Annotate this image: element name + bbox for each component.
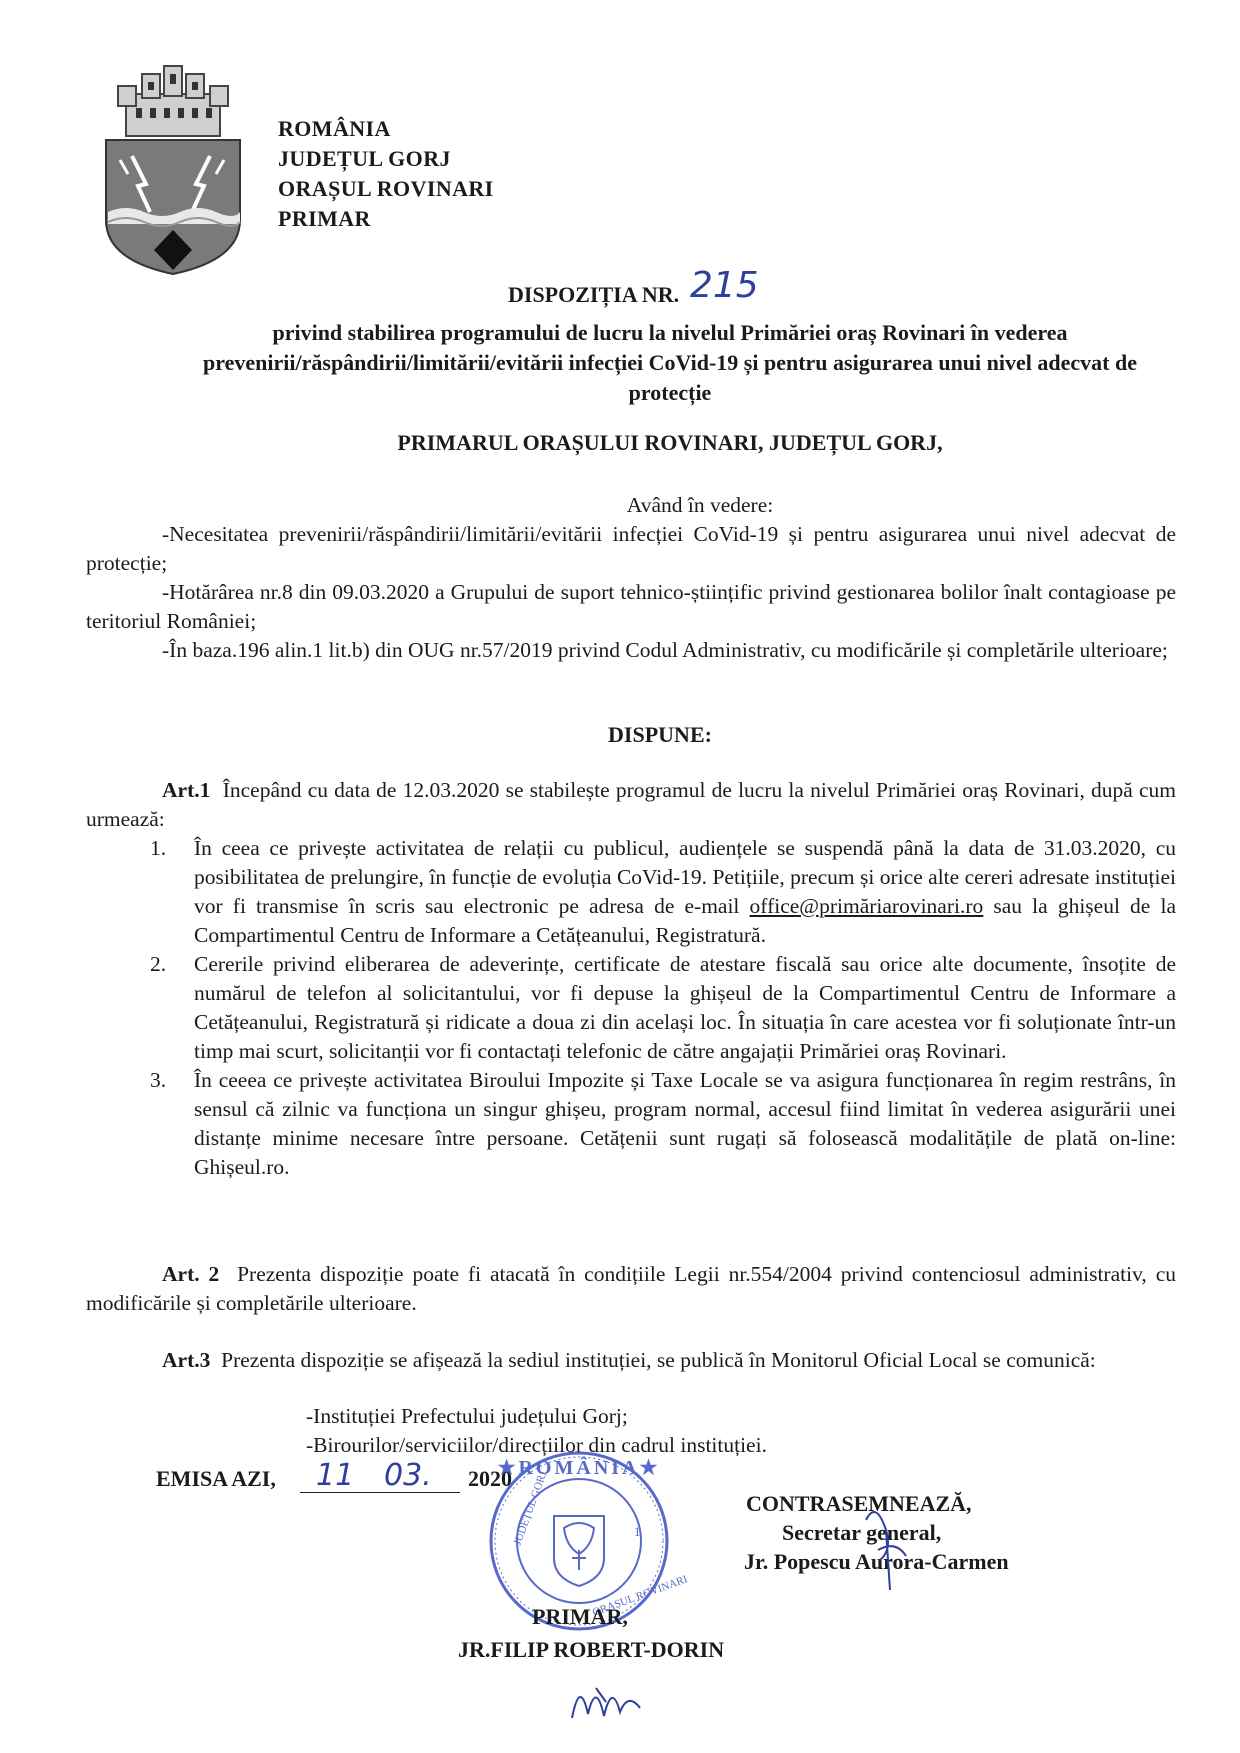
issuer-header: [278, 114, 494, 234]
list-item-text: Cererile privind eliberarea de adeverințe, certificate de atestare fiscală sau orice alte documente, însoțite de numărul de telefon al solicitantului, vor fi depuse la ghișeul de la Compartimentul Centru de Informare a Cetățeanului, Registratură și ridicate a doua zi din același loc. În situația în care acestea vor fi soluționate într-un timp mai scurt, solicitanții vor fi contactați telefonic de către angajații Primăriei oraș Rovinari.: [194, 952, 1176, 1063]
list-item-text: În ceea ce privește activitatea de relații cu publicul, audiențele se suspendă până la data de 31.03.2020, cu posibilitatea de prelungire, în funcție de evoluția CoVid-19. Petițiile, precum și orice alte cereri adresate instituției vor fi transmise în scris sau electronic pe adresa de e-mail: [194, 836, 1176, 918]
list-item-text: sau la ghișeul de la Compartimentul Centru de Informare a Cetățeanului, Registratură.: [194, 894, 1176, 947]
handwritten-day: 11: [316, 1458, 355, 1493]
list-item-text: În ceeea ce privește activitatea Biroului Impozite și Taxe Locale se va asigura funcționarea în regim restrâns, în sensul că zilnic va funcționa un singur ghișeu, program normal, accesul fiind limitat în vederea asigurării unei distanțe minime necesare între persoane. Cetățenii sunt rugați să folosească modalitățile de plată on-line: Ghișeul.ro.: [194, 1068, 1176, 1179]
coat-of-arms: [98, 64, 248, 276]
article-3: [86, 1346, 1176, 1375]
emission-year: 2020: [468, 1466, 512, 1491]
svg-text:ORAȘUL ROVINARI: ORAȘUL ROVINARI: [590, 1573, 690, 1619]
mayor-name: JR.FILIP ROBERT-DORIN: [458, 1637, 725, 1662]
handwritten-document-number: 215: [690, 265, 759, 306]
emission-label: EMISA AZI,: [156, 1466, 276, 1491]
mayor-role: PRIMAR,: [532, 1604, 628, 1629]
header-town: ORAȘUL ROVINARI: [278, 176, 494, 201]
considering-item: -În baza.196 alin.1 lit.b) din OUG nr.57/2019 privind Codul Administrativ, cu modificările și completările ulterioare;: [162, 638, 1168, 662]
list-item: [150, 950, 1176, 1066]
recipient-item: -Birourilor/serviciilor/direcțiilor din cadrul instituției.: [306, 1433, 767, 1457]
mayor-signature: [566, 1668, 656, 1728]
article-2: [86, 1260, 1176, 1318]
countersign-name: Jr. Popescu Aurora-Carmen: [744, 1549, 1009, 1574]
document-title: DISPOZIȚIA NR.: [508, 282, 680, 307]
article-1: [86, 776, 1176, 834]
document-subject: privind stabilirea programului de lucru la nivelul Primăriei oraș Rovinari în vederea prevenirii/răspândirii/limitării/evitării infecției CoVid-19 și pentru asigurarea unui nivel adecvat de protecție: [203, 320, 1137, 405]
article-1-text: Începând cu data de 12.03.2020 se stabilește programul de lucru la nivelul Primăriei oraș Rovinari, după cum urmează:: [86, 778, 1177, 831]
considering-item: -Hotărârea nr.8 din 09.03.2020 a Grupului de suport tehnico-științific privind gestionarea bolilor înalt contagioase pe teritoriul României;: [86, 580, 1176, 633]
article-3-text: Prezenta dispoziție se afișează la sediul instituției, se publică în Monitorul Oficial Local se comunică:: [221, 1348, 1096, 1372]
email-link[interactable]: office@primăriarovinari.ro: [749, 894, 984, 918]
article-2-text: Prezenta dispoziție poate fi atacată în condițiile Legii nr.554/2004 privind contenciosul administrativ, cu modificările și completările ulterioare.: [86, 1262, 1177, 1315]
considering-item: -Necesitatea prevenirii/răspândirii/limitării/evitării infecției CoVid-19 și pentru asigurarea unui nivel adecvat de protecție;: [86, 522, 1176, 575]
issuer-heading: PRIMARUL ORAȘULUI ROVINARI, JUDEȚUL GORJ,: [397, 430, 943, 455]
header-county: JUDEȚUL GORJ: [278, 146, 451, 171]
list-item: [150, 834, 1176, 950]
list-item: [150, 1066, 1176, 1182]
header-country: ROMÂNIA: [278, 116, 391, 141]
svg-text:★ROMÂNIA★: ★ROMÂNIA★: [497, 1457, 661, 1479]
header-office: PRIMAR: [278, 206, 371, 231]
dispune-heading: DISPUNE:: [608, 722, 712, 747]
article-1-list: [150, 834, 1176, 1182]
article-1-label: Art.1: [162, 778, 211, 802]
article-2-label: Art. 2: [162, 1262, 220, 1286]
svg-text:JUDEȚUL GORJ: JUDEȚUL GORJ: [511, 1469, 550, 1548]
handwritten-month: 03.: [384, 1458, 432, 1493]
countersign-role: Secretar general,: [782, 1520, 942, 1545]
list-item-number: 3.: [150, 1068, 167, 1092]
secretary-signature: [856, 1490, 916, 1600]
list-item-number: 1.: [150, 836, 167, 860]
article-3-label: Art.3: [162, 1348, 211, 1372]
considering-intro: Având în vedere:: [626, 493, 774, 517]
svg-text:1: 1: [634, 1524, 641, 1539]
recipient-item: -Instituției Prefectului județului Gorj;: [306, 1404, 628, 1428]
countersign-label: CONTRASEMNEAZĂ,: [746, 1491, 972, 1516]
list-item-number: 2.: [150, 952, 167, 976]
